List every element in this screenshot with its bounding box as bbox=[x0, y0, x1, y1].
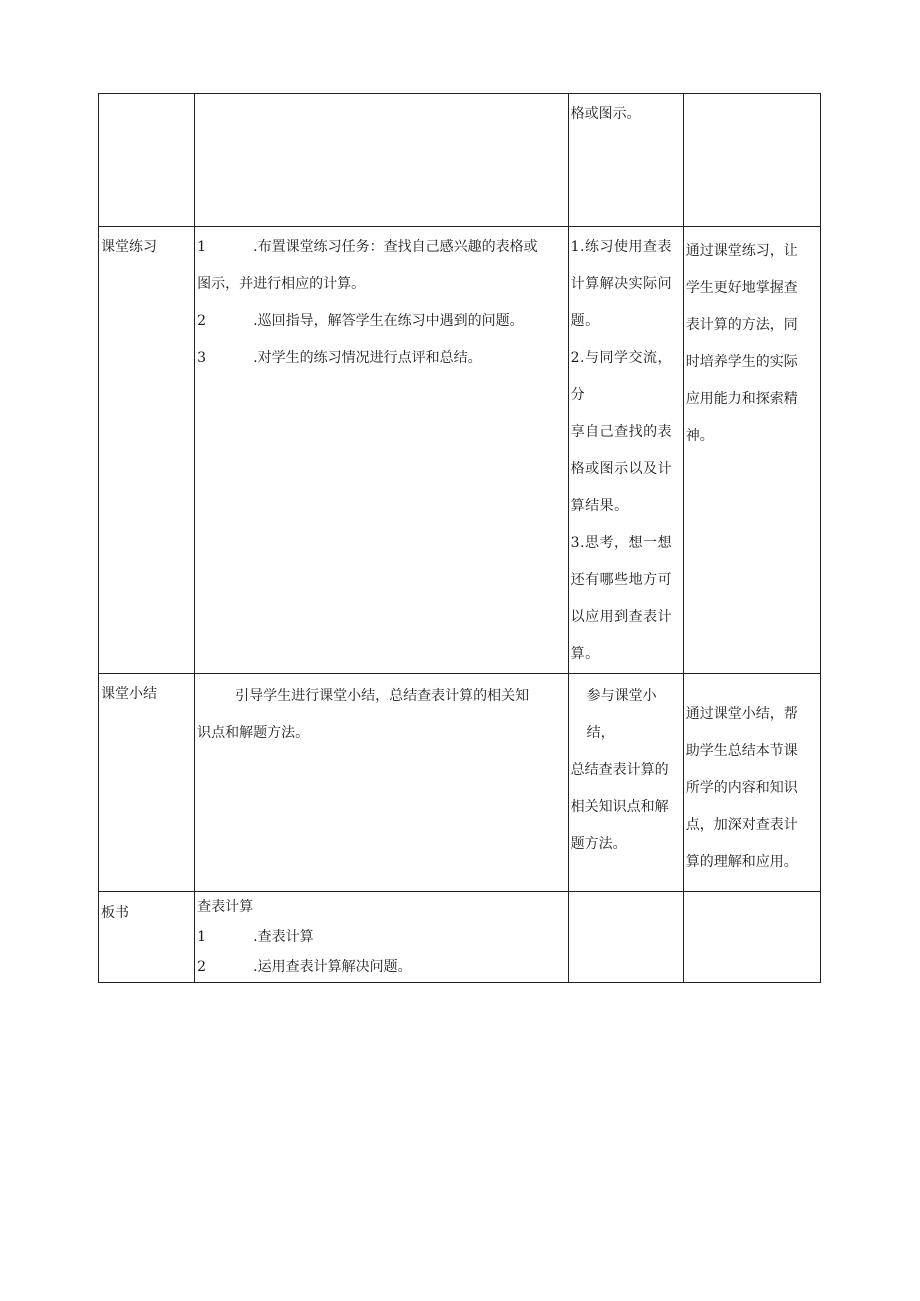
text-line: 神。 bbox=[685, 428, 714, 444]
student-activity-cell bbox=[568, 227, 683, 674]
text-line: 算的理解和应用。 bbox=[685, 854, 798, 870]
table-row bbox=[99, 227, 821, 674]
design-purpose-cell bbox=[683, 892, 820, 983]
student-activity-text: 格或图示。 bbox=[570, 106, 641, 122]
design-purpose-cell bbox=[683, 94, 820, 227]
text-line: 时培养学生的实际 bbox=[685, 354, 798, 370]
list-item: 3 .对学生的练习情况进行点评和总结。 bbox=[197, 350, 482, 366]
section-label: 课堂小结 bbox=[101, 686, 157, 702]
text-line: 相关知识点和解 bbox=[570, 799, 669, 815]
list-item: 2 .巡回指导，解答学生在练习中遇到的问题。 bbox=[197, 313, 524, 329]
text-line: 算。 bbox=[570, 646, 600, 662]
board-title: 查表计算 bbox=[197, 899, 254, 915]
teacher-activity-cell bbox=[195, 227, 569, 674]
text-line: 计算解决实际问 bbox=[570, 276, 673, 292]
text-line: 引导学生进行课堂小结，总结查表计算的相关知 bbox=[235, 688, 530, 704]
section-label: 课堂练习 bbox=[101, 239, 157, 255]
list-item: 1 .查表计算 bbox=[197, 929, 314, 945]
lesson-plan-table bbox=[98, 93, 821, 983]
text-line: 总结查表计算的 bbox=[570, 762, 669, 778]
text-line: 以应用到查表计 bbox=[570, 609, 673, 625]
list-item: 1 .布置课堂练习任务：查找自己感兴趣的表格或 bbox=[197, 239, 538, 255]
section-label-cell bbox=[99, 674, 195, 892]
text-line: 学生更好地掌握查 bbox=[685, 280, 798, 296]
teacher-activity-cell bbox=[195, 94, 569, 227]
text-line: 题。 bbox=[570, 313, 600, 329]
text-line: 算结果。 bbox=[570, 498, 629, 514]
text-line: 通过课堂小结，帮 bbox=[685, 706, 798, 722]
text-line: 应用能力和探索精 bbox=[685, 391, 798, 407]
student-activity-cell bbox=[568, 94, 683, 227]
text-line: 表计算的方法，同 bbox=[685, 317, 798, 333]
text-line: 1.练习使用查表 bbox=[570, 239, 672, 255]
table-row bbox=[99, 674, 821, 892]
student-activity-cell bbox=[568, 674, 683, 892]
table-row bbox=[99, 94, 821, 227]
section-label: 板书 bbox=[101, 905, 129, 921]
list-item: 2 .运用查表计算解决问题。 bbox=[197, 959, 412, 975]
text-line: 所学的内容和知识 bbox=[685, 780, 798, 796]
design-purpose-cell bbox=[683, 227, 820, 674]
design-purpose-cell bbox=[683, 674, 820, 892]
section-label-cell bbox=[99, 892, 195, 983]
student-activity-cell bbox=[568, 892, 683, 983]
text-line: 点，加深对查表计 bbox=[685, 817, 798, 833]
teacher-activity-cell bbox=[195, 892, 569, 983]
teacher-activity-cell bbox=[195, 674, 569, 892]
text-line: 享自己查找的表 bbox=[570, 424, 673, 440]
text-line: 识点和解题方法。 bbox=[197, 725, 310, 741]
section-label-cell bbox=[99, 94, 195, 227]
text-line: 题方法。 bbox=[570, 836, 627, 852]
list-item: 图示，并进行相应的计算。 bbox=[197, 276, 366, 292]
text-line: 3.思考，想一想 bbox=[570, 535, 672, 551]
text-line: 助学生总结本节课 bbox=[685, 743, 798, 759]
text-line: 通过课堂练习，让 bbox=[685, 243, 798, 259]
text-line: 格或图示以及计 bbox=[570, 461, 673, 477]
text-line: 参与课堂小结， bbox=[586, 688, 657, 741]
text-line: 还有哪些地方可 bbox=[570, 572, 673, 588]
table-row bbox=[99, 892, 821, 983]
section-label-cell bbox=[99, 227, 195, 674]
text-line: 2.与同学交流，分 bbox=[570, 350, 672, 403]
